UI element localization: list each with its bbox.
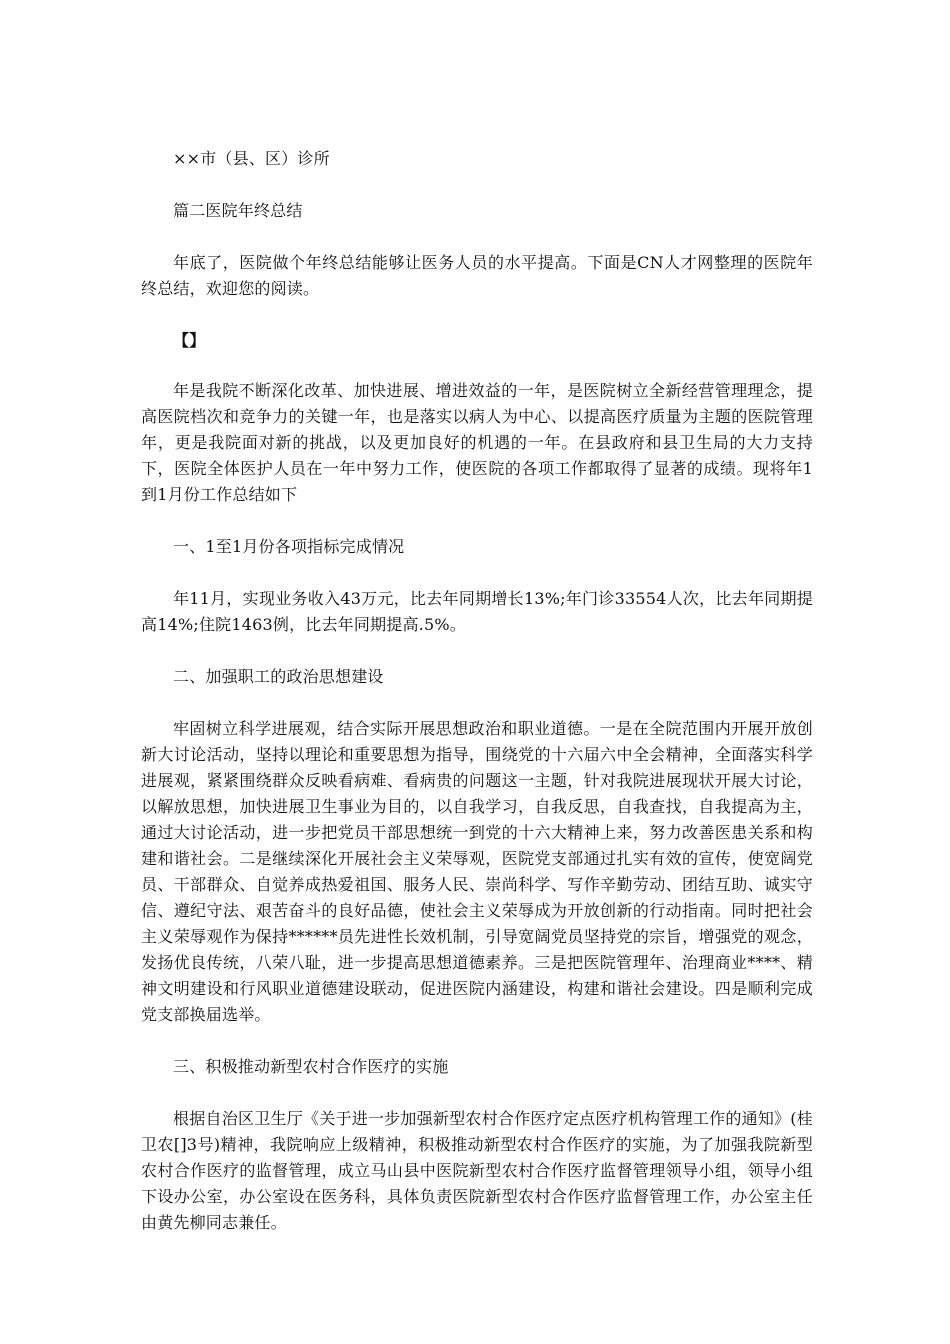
indicators-paragraph: 年11月，实现业务收入43万元，比去年同期增长13%;年门诊33554人次，比去年同期提高14%;住院1463例，比去年同期提高.5%。 bbox=[141, 589, 813, 634]
intro-paragraph: 年底了，医院做个年终总结能够让医务人员的水平提高。下面是CN人才网整理的医院年终总结，欢迎您的阅读。 bbox=[141, 253, 813, 298]
clinic-signature: ××市（县、区）诊所 bbox=[173, 149, 330, 168]
cooperative-medical-paragraph: 根据自治区卫生厅《关于进一步加强新型农村合作医疗定点医疗机构管理工作的通知》(桂卫农[]3号)精神，我院响应上级精神，积极推动新型农村合作医疗的实施，为了加强我院新型农村合作医疗的监督管理，成立马山县中医院新型农村合作医疗监督管理领导小组，领导小组下设办公室，办公室设在医务科，具体负责医院新型农村合作医疗监督管理工作，办公室主任由黄先柳同志兼任。 bbox=[141, 1109, 813, 1232]
heading-three: 三、积极推动新型农村合作医疗的实施 bbox=[173, 1057, 449, 1076]
heading-two: 二、加强职工的政治思想建设 bbox=[173, 667, 384, 686]
summary-paragraph: 年是我院不断深化改革、加快进展、增进效益的一年，是医院树立全新经营管理理念，提高医院档次和竞争力的关键一年，也是落实以病人为中心、以提高医疗质量为主题的医院管理年，更是我院面对新的挑战，以及更加良好的机遇的一年。在县政府和县卫生局的大力支持下，医院全体医护人员在一年中努力工作，使医院的各项工作都取得了显著的成绩。现将年1到1月份工作总结如下 bbox=[141, 381, 813, 504]
document-body bbox=[141, 146, 813, 1262]
bracket-marker: 【】 bbox=[173, 331, 206, 350]
heading-one: 一、1至1月份各项指标完成情况 bbox=[173, 537, 405, 556]
section-title: 篇二医院年终总结 bbox=[173, 201, 303, 220]
political-paragraph: 牢固树立科学进展观，结合实际开展思想政治和职业道德。一是在全院范围内开展开放创新大讨论活动，坚持以理论和重要思想为指导，围绕党的十六届六中全会精神，全面落实科学进展观，紧紧围绕群众反映看病难、看病贵的问题这一主题，针对我院进展现状开展大讨论，以解放思想，加快进展卫生事业为目的，以自我学习，自我反思，自我查找，自我提高为主，通过大讨论活动，进一步把党员干部思想统一到党的十六大精神上来，努力改善医患关系和构建和谐社会。二是继续深化开展社会主义荣辱观，医院党支部通过扎实有效的宣传，使宽阔党员、干部群众、自觉养成热爱祖国、服务人民、崇尚科学、写作辛勤劳动、团结互助、诚实守信、遵纪守法、艰苦奋斗的良好品德，使社会主义荣辱成为开放创新的行动指南。同时把社会主义荣辱观作为保持******员先进性长效机制，引导宽阔党员坚持党的宗旨，增强党的观念，发扬优良传统，八荣八耻，进一步提高思想道德素养。三是把医院管理年、治理商业****、精神文明建设和行风职业道德建设联动，促进医院内涵建设，构建和谐社会建设。四是顺利完成党支部换届选举。 bbox=[141, 719, 813, 1024]
